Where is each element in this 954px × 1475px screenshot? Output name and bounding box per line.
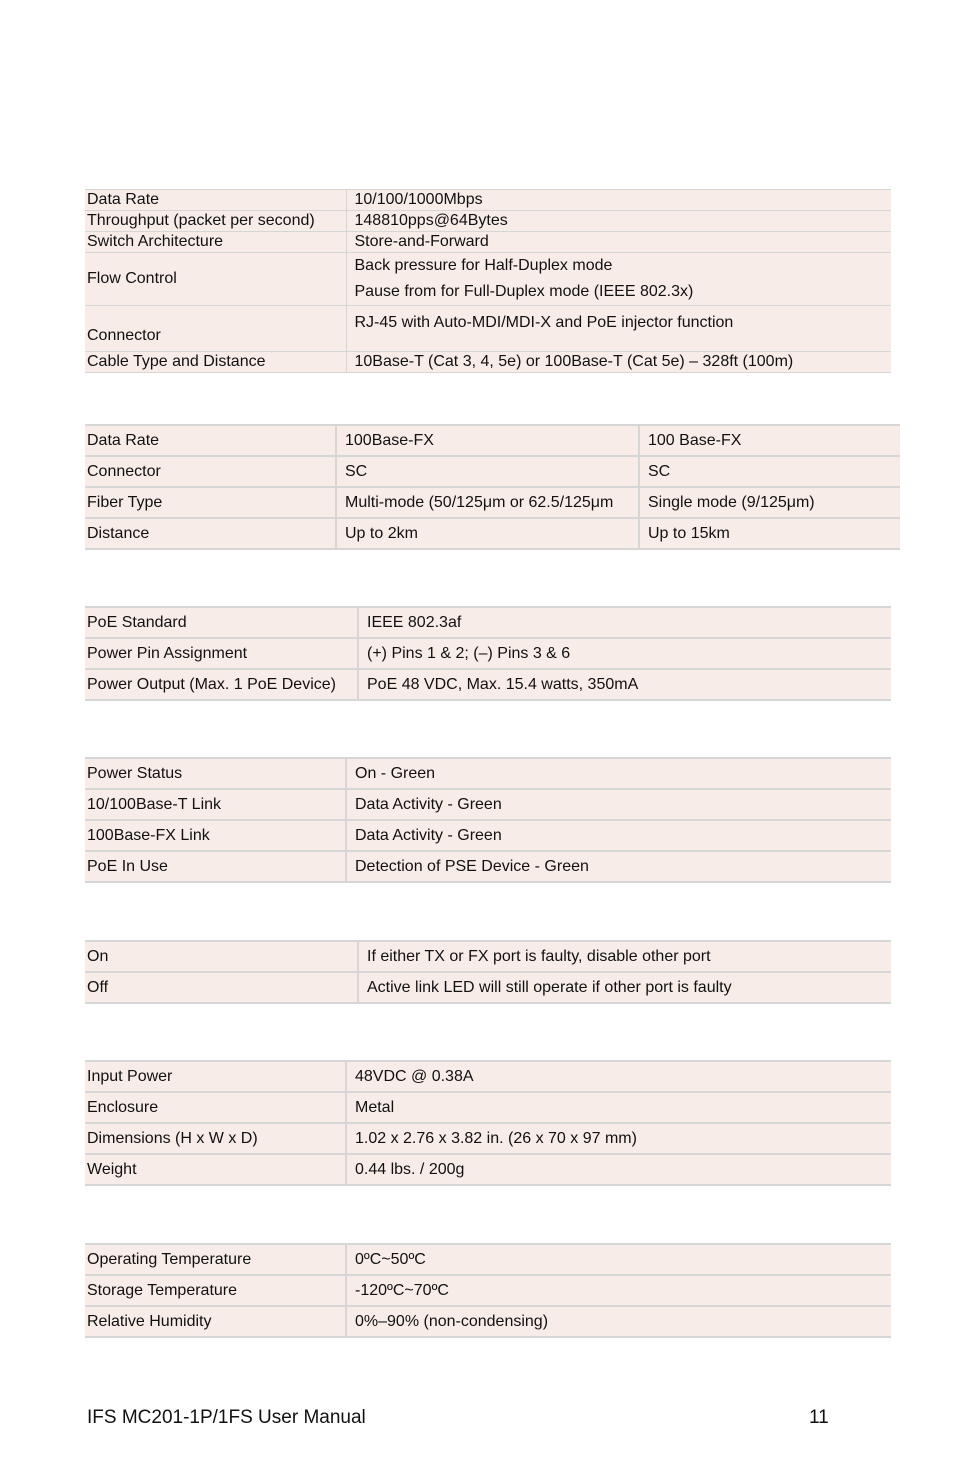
- row-label: Relative Humidity: [85, 1306, 346, 1337]
- row-label: Throughput (packet per second): [85, 211, 346, 232]
- row-value: 10Base-T (Cat 3, 4, 5e) or 100Base-T (Cat 5e) – 328ft (100m): [346, 352, 891, 373]
- table-row: [85, 425, 900, 456]
- table-row: [85, 232, 891, 253]
- row-label: Data Rate: [85, 425, 336, 456]
- fiber-spec-table: [85, 424, 900, 550]
- row-value: Store-and-Forward: [346, 232, 891, 253]
- page-number: 11: [809, 1407, 829, 1428]
- row-label: PoE Standard: [85, 607, 358, 638]
- row-value: 1.02 x 2.76 x 3.82 in. (26 x 70 x 97 mm): [346, 1123, 891, 1154]
- row-value: 0.44 lbs. / 200g: [346, 1154, 891, 1185]
- row-label: Connector: [85, 306, 346, 352]
- table-row: [85, 190, 891, 211]
- row-label: Switch Architecture: [85, 232, 346, 253]
- table-row: [85, 758, 891, 789]
- row-value: Active link LED will still operate if other port is faulty: [358, 972, 891, 1003]
- row-label: Weight: [85, 1154, 346, 1185]
- table-row: [85, 1092, 891, 1123]
- row-label: Storage Temperature: [85, 1275, 346, 1306]
- row-label: Input Power: [85, 1061, 346, 1092]
- row-value: 10/100/1000Mbps: [346, 190, 891, 211]
- table-row: [85, 1275, 891, 1306]
- row-value: RJ-45 with Auto-MDI/MDI-X and PoE injector function: [346, 306, 891, 352]
- table-row: [85, 487, 900, 518]
- row-value-singlemode: Single mode (9/125μm): [639, 487, 900, 518]
- row-value-singlemode: Up to 15km: [639, 518, 900, 549]
- table-row: [85, 306, 891, 352]
- table-row: [85, 352, 891, 373]
- table-row: [85, 211, 891, 232]
- row-value: 148810pps@64Bytes: [346, 211, 891, 232]
- table-row: [85, 1244, 891, 1275]
- ethernet-spec-table: [85, 189, 891, 373]
- row-value: If either TX or FX port is faulty, disable other port: [358, 941, 891, 972]
- row-value-singlemode: 100 Base-FX: [639, 425, 900, 456]
- table-row: [85, 669, 891, 700]
- row-value: [346, 253, 891, 306]
- table-row: [85, 607, 891, 638]
- row-label: Dimensions (H x W x D): [85, 1123, 346, 1154]
- table-row: [85, 820, 891, 851]
- physical-spec-table: [85, 1060, 891, 1186]
- led-spec-table: [85, 757, 891, 883]
- row-value-multimode: Up to 2km: [336, 518, 639, 549]
- row-label: PoE In Use: [85, 851, 346, 882]
- table-row: [85, 972, 891, 1003]
- table-row: [85, 941, 891, 972]
- environment-spec-table: [85, 1243, 891, 1338]
- row-value-multimode: Multi-mode (50/125μm or 62.5/125μm: [336, 487, 639, 518]
- row-label: Off: [85, 972, 358, 1003]
- row-label: 100Base-FX Link: [85, 820, 346, 851]
- row-label: Power Pin Assignment: [85, 638, 358, 669]
- row-label: Power Status: [85, 758, 346, 789]
- footer-title: IFS MC201-1P/1FS User Manual: [87, 1407, 366, 1428]
- row-value: Detection of PSE Device - Green: [346, 851, 891, 882]
- row-value: (+) Pins 1 & 2; (–) Pins 3 & 6: [358, 638, 891, 669]
- row-value: Data Activity - Green: [346, 820, 891, 851]
- row-value-multimode: 100Base-FX: [336, 425, 639, 456]
- row-value-multimode: SC: [336, 456, 639, 487]
- link-fault-table: [85, 940, 891, 1004]
- row-label: Enclosure: [85, 1092, 346, 1123]
- row-value-singlemode: SC: [639, 456, 900, 487]
- row-value-line: Back pressure for Half-Duplex mode: [354, 257, 613, 274]
- row-label: Distance: [85, 518, 336, 549]
- row-value: 0ºC~50ºC: [346, 1244, 891, 1275]
- row-label: Cable Type and Distance: [85, 352, 346, 373]
- table-row: [85, 518, 900, 549]
- row-label: Power Output (Max. 1 PoE Device): [85, 669, 358, 700]
- table-row: [85, 1306, 891, 1337]
- row-value: IEEE 802.3af: [358, 607, 891, 638]
- row-value: -120ºC~70ºC: [346, 1275, 891, 1306]
- table-row: [85, 789, 891, 820]
- row-label: Operating Temperature: [85, 1244, 346, 1275]
- row-value-line: Pause from for Full-Duplex mode (IEEE 802.3x): [354, 283, 694, 300]
- table-row: [85, 456, 900, 487]
- row-label: On: [85, 941, 358, 972]
- row-label: Connector: [85, 456, 336, 487]
- table-row: [85, 638, 891, 669]
- row-value: Data Activity - Green: [346, 789, 891, 820]
- row-label: 10/100Base-T Link: [85, 789, 346, 820]
- row-value: PoE 48 VDC, Max. 15.4 watts, 350mA: [358, 669, 891, 700]
- row-value: 0%–90% (non-condensing): [346, 1306, 891, 1337]
- row-label: Flow Control: [85, 253, 346, 306]
- table-row: [85, 1154, 891, 1185]
- table-row: [85, 253, 891, 306]
- row-value: Metal: [346, 1092, 891, 1123]
- row-value: On - Green: [346, 758, 891, 789]
- row-label: Fiber Type: [85, 487, 336, 518]
- table-row: [85, 1123, 891, 1154]
- table-row: [85, 851, 891, 882]
- row-label: Data Rate: [85, 190, 346, 211]
- poe-spec-table: [85, 606, 891, 701]
- row-value: 48VDC @ 0.38A: [346, 1061, 891, 1092]
- table-row: [85, 1061, 891, 1092]
